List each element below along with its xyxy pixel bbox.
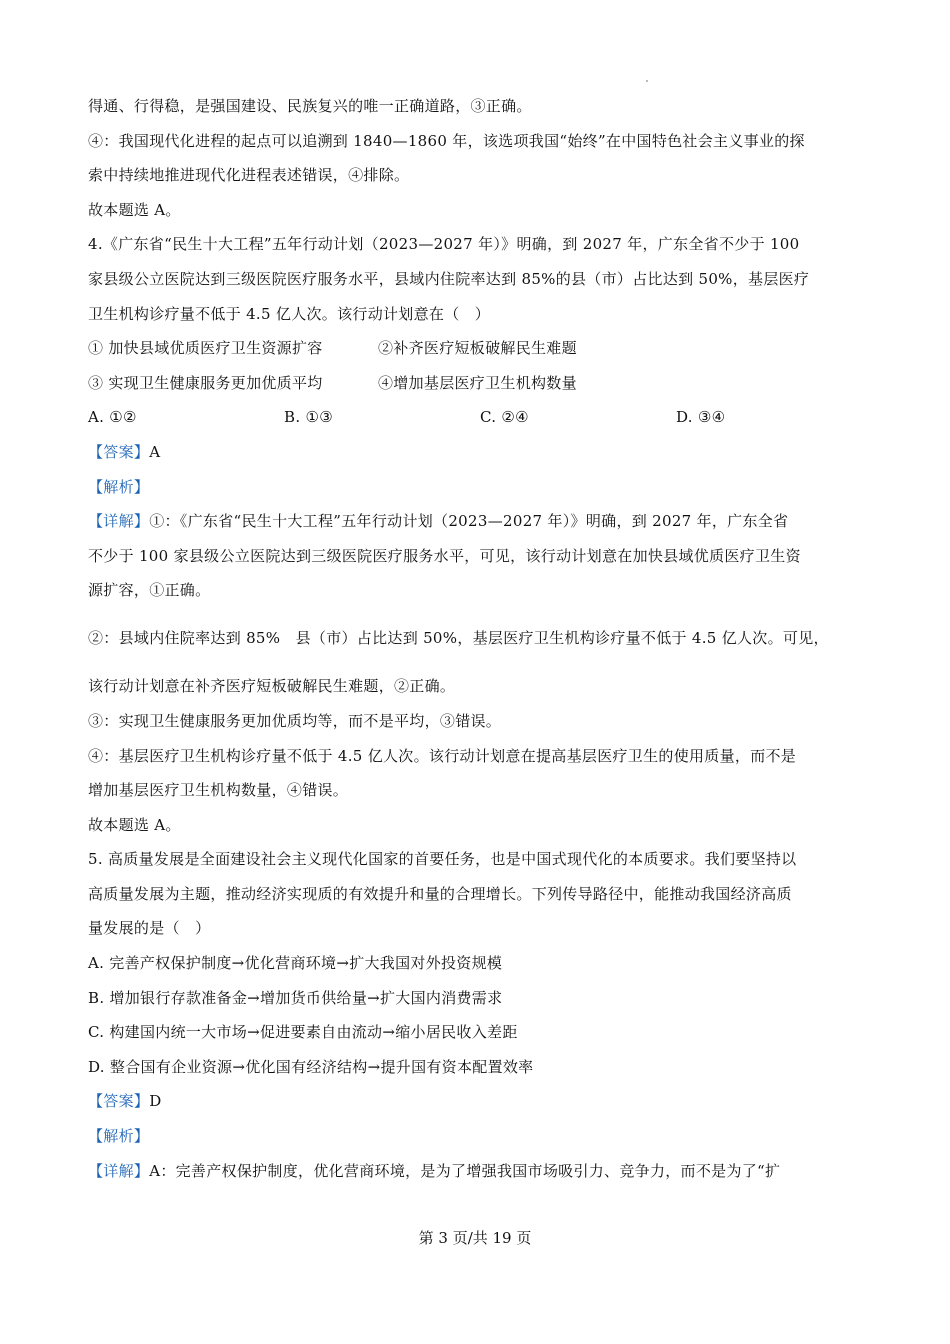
- page-footer: 第 3 页/共 19 页: [418, 1229, 532, 1247]
- detail-text: 不少于 100 家县级公立医院达到三级医院医疗服务水平，可见，该行动计划意在加快县域优质医疗卫生资: [88, 546, 801, 565]
- choice-row: [88, 407, 870, 427]
- choice-d: D. ③④: [676, 408, 726, 427]
- choice-b: B. ①③: [284, 408, 333, 427]
- detail-line: [88, 1161, 870, 1181]
- detail-tag: 【详解】: [88, 1161, 150, 1180]
- question-stem: 卫生机构诊疗量不低于 4.5 亿人次。该行动计划意在（ ）: [88, 304, 491, 323]
- statement-item: ④增加基层医疗卫生机构数量: [378, 373, 577, 392]
- detail-tag: 【详解】: [88, 512, 150, 531]
- question-stem: 5. 高质量发展是全面建设社会主义现代化国家的首要任务，也是中国式现代化的本质要求。我们要坚持以: [88, 850, 797, 869]
- choice-a: A. 完善产权保护制度→优化营商环境→扩大我国对外投资规模: [88, 954, 503, 973]
- statement-item: ③ 实现卫生健康服务更加优质平均: [88, 373, 323, 392]
- document-body: [88, 96, 870, 1195]
- question-4: [88, 234, 870, 834]
- question-5: [88, 849, 870, 1180]
- question-stem: 4.《广东省“民生十大工程”五年行动计划（2023—2027 年）》明确，到 2027 年，广东全省不少于 100: [88, 235, 800, 254]
- detail-line: [88, 511, 870, 531]
- analysis-line: [88, 1126, 870, 1146]
- analysis-line: [88, 477, 870, 497]
- answer-line: [88, 442, 870, 462]
- answer-line: [88, 1091, 870, 1111]
- detail-text: ②：县域内住院率达到 85% 县（市）占比达到 50%，基层医疗卫生机构诊疗量不低于 4.5 亿人次。可见，: [88, 629, 829, 648]
- detail-text: A：完善产权保护制度，优化营商环境，是为了增强我国市场吸引力、竞争力，而不是为了“扩: [149, 1161, 781, 1180]
- question-stem: 家县级公立医院达到三级医院医疗服务水平，县域内住院率达到 85%的县（市）占比达到 50%，基层医疗: [88, 269, 810, 288]
- detail-text: ①：《广东省“民生十大工程”五年行动计划（2023—2027 年）》明确，到 2027 年，广东全省: [149, 512, 789, 531]
- scan-mark: [646, 80, 648, 82]
- answer-tag: 【答案】: [88, 442, 150, 461]
- text-line: 索中持续地推进现代化进程表述错误，④排除。: [88, 166, 410, 185]
- analysis-tag: 【解析】: [88, 1127, 150, 1146]
- statement-item: ②补齐医疗短板破解民生难题: [378, 339, 577, 358]
- choice-d: D. 整合国有企业资源→优化国有经济结构→提升国有资本配置效率: [88, 1057, 534, 1076]
- answer-value: D: [149, 1092, 162, 1111]
- question-stem: 高质量发展为主题，推动经济实现质的有效提升和量的合理增长。下列传导路径中，能推动我国经济高质: [88, 884, 792, 903]
- choice-c: C. 构建国内统一大市场→促进要素自由流动→缩小居民收入差距: [88, 1023, 518, 1042]
- choice-c: C. ②④: [480, 408, 529, 427]
- answer-tag: 【答案】: [88, 1092, 150, 1111]
- text-line: ④：我国现代化进程的起点可以追溯到 1840—1860 年，该选项我国“始终”在中国特色社会主义事业的探: [88, 131, 805, 150]
- detail-text: ③：实现卫生健康服务更加优质均等，而不是平均，③错误。: [88, 711, 502, 730]
- conclusion-line: 故本题选 A。: [88, 815, 181, 834]
- question-stem: 量发展的是（ ）: [88, 919, 211, 938]
- conclusion-line: 故本题选 A。: [88, 200, 181, 219]
- detail-text: ④：基层医疗卫生机构诊疗量不低于 4.5 亿人次。该行动计划意在提高基层医疗卫生的使用质量，而不是: [88, 746, 797, 765]
- answer-value: A: [149, 442, 161, 461]
- choice-b: B. 增加银行存款准备金→增加货币供给量→扩大国内消费需求: [88, 988, 503, 1007]
- analysis-tag: 【解析】: [88, 477, 150, 496]
- statement-row: [88, 373, 870, 393]
- choice-a: A. ①②: [88, 408, 137, 427]
- detail-text: 源扩容，①正确。: [88, 581, 211, 600]
- detail-text: 增加基层医疗卫生机构数量，④错误。: [88, 781, 349, 800]
- statement-row: [88, 338, 870, 358]
- detail-text: 该行动计划意在补齐医疗短板破解民生难题，②正确。: [88, 677, 456, 696]
- text-line: 得通、行得稳，是强国建设、民族复兴的唯一正确道路，③正确。: [88, 97, 532, 115]
- statement-item: ① 加快县域优质医疗卫生资源扩容: [88, 339, 323, 358]
